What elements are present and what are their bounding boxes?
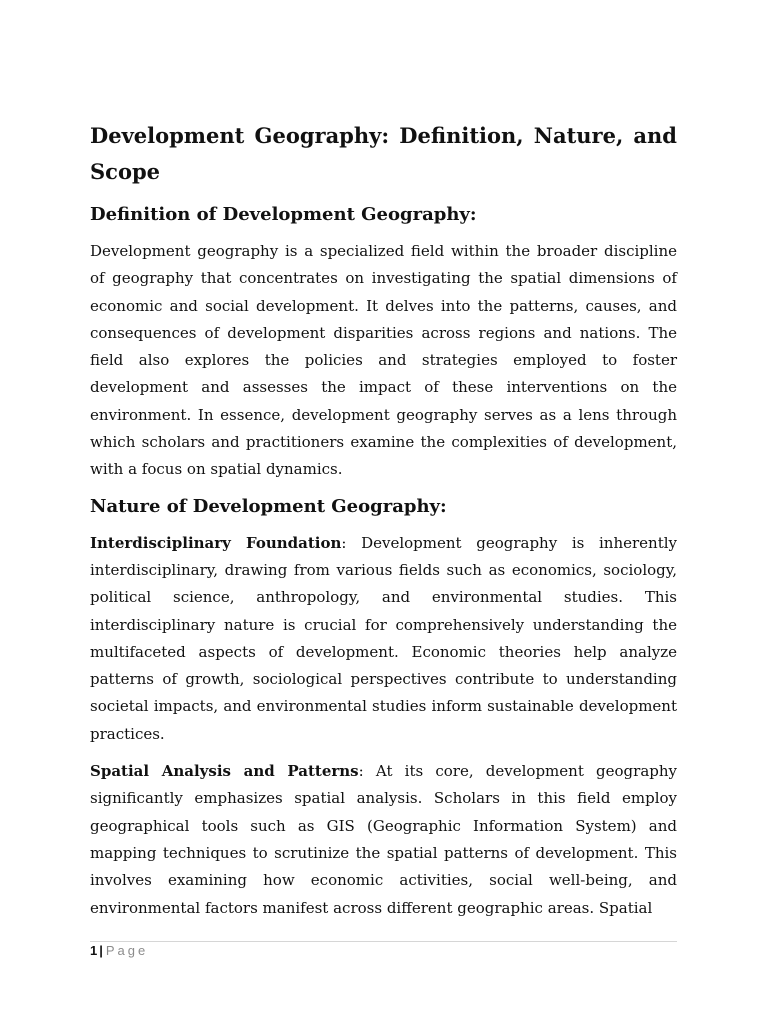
- text-spatial-analysis: : At its core, development geography significantly emphasizes spatial analysis. Scholars in this field employ geographical tools such as GIS (Geographic Information System) and mapping techniques to scrutinize the spatial patterns of development. This involves examining how economic activities, social well-being, and environmental factors manifest across different geographic areas. Spatial: [90, 762, 677, 917]
- document-page: [90, 118, 677, 932]
- page-label: Page: [105, 943, 149, 958]
- nature-paragraph-interdisciplinary: [90, 530, 677, 748]
- page-number: 1: [90, 943, 98, 958]
- document-title: Development Geography: Definition, Nature, and Scope: [90, 123, 677, 184]
- term-interdisciplinary-foundation: Interdisciplinary Foundation: [90, 533, 342, 552]
- footer-separator: |: [99, 943, 103, 958]
- page-footer: [90, 942, 148, 960]
- term-spatial-analysis: Spatial Analysis and Patterns: [90, 762, 359, 781]
- footer-divider: [90, 941, 677, 942]
- nature-paragraph-spatial: [90, 758, 677, 922]
- definition-paragraph: Development geography is a specialized field within the broader discipline of geography that concentrates on investigating the spatial dimensions of economic and social development. It delves into the patterns, causes, and consequences of development disparities across regions and nations. The field also explores the policies and strategies employed to foster development and assesses the impact of these interventions on the environment. In essence, development geography serves as a lens through which scholars and practitioners examine the complexities of development, with a focus on spatial dynamics.: [90, 242, 677, 479]
- section-heading-definition: Definition of Development Geography:: [90, 204, 477, 225]
- text-interdisciplinary-foundation: : Development geography is inherently interdisciplinary, drawing from various fields such as economics, sociology, political science, anthropology, and environmental studies. This interdisciplinary nature is crucial for comprehensively understanding the multifaceted aspects of development. Economic theories help analyze patterns of growth, sociological perspectives contribute to understanding societal impacts, and environmental studies inform sustainable development practices.: [90, 533, 677, 743]
- section-heading-nature: Nature of Development Geography:: [90, 495, 447, 517]
